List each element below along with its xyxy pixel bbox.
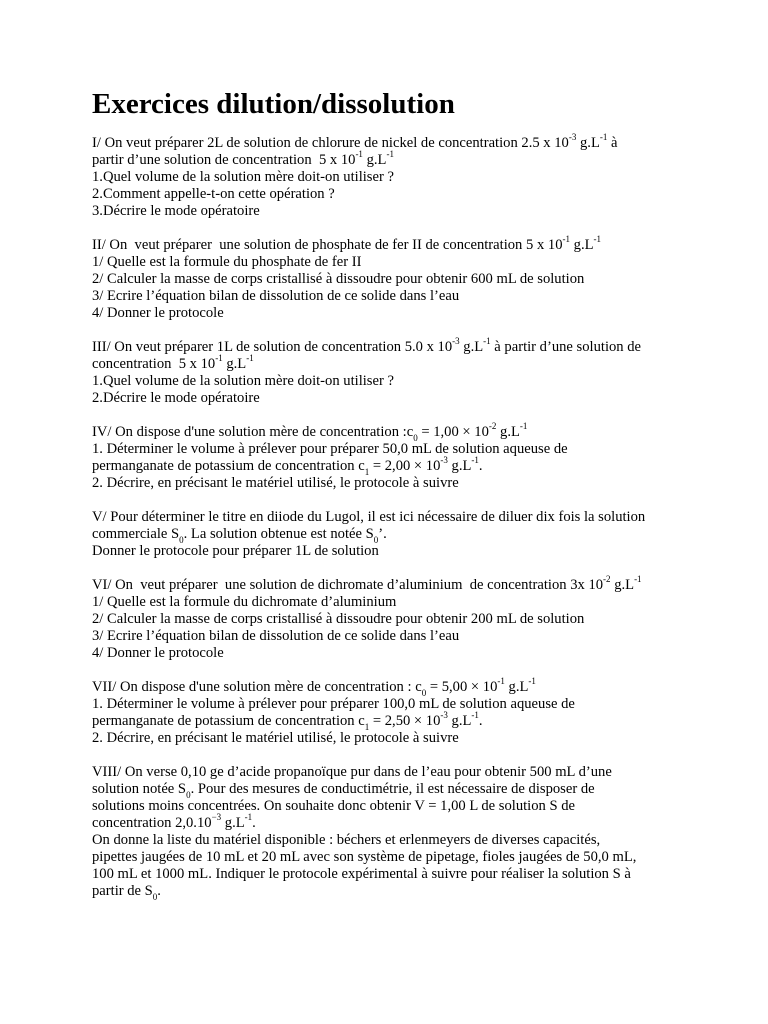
exercise-line: 100 mL et 1000 mL. Indiquer le protocole expérimental à suivre pour réaliser la solution S à — [92, 866, 631, 882]
exercise-line: VII/ On dispose d'une solution mère de concentration : $c_0 = 5,00 \times 10^{-1}$ $g.L^{-1}$ — [92, 676, 536, 698]
exercise-line: 2/ Calculer la masse de corps cristallisé à dissoudre pour obtenir 200 mL de solution — [92, 611, 585, 627]
exercise-line: solution notée $S_0$. Pour des mesures de conductimétrie, il est nécessaire de disposer de — [92, 781, 595, 800]
exercise-list — [92, 132, 692, 917]
exercise-line: 2.Comment appelle-t-on cette opération ? — [92, 186, 335, 202]
exercise-line: Donner le protocole pour préparer 1L de solution — [92, 543, 379, 559]
exercise-line: pipettes jaugées de 10 mL et 20 mL avec son système de pipetage, fioles jaugées de 50,0 mL, — [92, 849, 637, 865]
exercise-line: 2. Décrire, en précisant le matériel utilisé, le protocole à suivre — [92, 730, 459, 746]
exercise-3 — [92, 336, 692, 407]
exercise-line: 1. Déterminer le volume à prélever pour préparer 50,0 mL de solution aqueuse de — [92, 441, 568, 457]
exercise-8 — [92, 764, 692, 900]
exercise-line: 4/ Donner le protocole — [92, 305, 224, 321]
exercise-7 — [92, 676, 692, 747]
exercise-line: On donne la liste du matériel disponible : béchers et erlenmeyers de diverses capacités, — [92, 832, 601, 848]
exercise-line: III/ On veut préparer 1L de solution de concentration 5.0 x $10^{-3}$ $g.L^{-1}$ à partir d’une solution de — [92, 336, 642, 355]
exercise-line: 2.Décrire le mode opératoire — [92, 390, 260, 406]
exercise-line: I/ On veut préparer 2L de solution de chlorure de nickel de concentration 2.5 x $10^{-3}$ $g.L^{-1}$ à — [92, 132, 618, 151]
exercise-line: commerciale $S_0$. La solution obtenue est notée $S_0$’. — [92, 526, 387, 545]
exercise-line: 3.Décrire le mode opératoire — [92, 203, 260, 219]
exercise-line: II/ On veut préparer une solution de phosphate de fer II de concentration 5 x $10^{-1}$ $g.L^{-1}$ — [92, 234, 602, 253]
exercise-1 — [92, 132, 692, 220]
exercise-line: VI/ On veut préparer une solution de dichromate d’aluminium de concentration 3x $10^{-2}$ $g.L^{-1}$ — [92, 574, 642, 593]
exercise-line: 3/ Ecrire l’équation bilan de dissolution de ce solide dans l’eau — [92, 288, 460, 304]
exercise-line: 1/ Quelle est la formule du phosphate de fer II — [92, 254, 362, 270]
exercise-line: 2/ Calculer la masse de corps cristallisé à dissoudre pour obtenir 600 mL de solution — [92, 271, 585, 287]
document-title: Exercices dilution/dissolution — [92, 88, 455, 120]
exercise-line: 1. Déterminer le volume à prélever pour préparer 100,0 mL de solution aqueuse de — [92, 696, 575, 712]
exercise-line: permanganate de potassium de concentration $c_1 = 2,00 \times 10^{-3}$ $g.L^{-1}$. — [92, 455, 483, 477]
exercise-line: 1.Quel volume de la solution mère doit-on utiliser ? — [92, 373, 394, 389]
exercise-line: concentration $2,0.10^{-3}$ $g.L^{-1}$. — [92, 812, 256, 831]
exercise-line: partir d’une solution de concentration 5 x $10^{-1}$ $g.L^{-1}$ — [92, 149, 394, 168]
exercise-line: 2. Décrire, en précisant le matériel utilisé, le protocole à suivre — [92, 475, 459, 491]
exercise-4 — [92, 421, 692, 492]
exercise-line: IV/ On dispose d'une solution mère de concentration $:c_0 = 1,00 \times 10^{-2}$ $g.L^{-1}$ — [92, 421, 528, 443]
exercise-5 — [92, 509, 692, 560]
exercise-line: concentration 5 x $10^{-1}$ $g.L^{-1}$ — [92, 353, 254, 372]
exercise-6 — [92, 574, 692, 662]
exercise-line: permanganate de potassium de concentration $c_1 = 2,50 \times 10^{-3}$ $g.L^{-1}$. — [92, 710, 483, 732]
exercise-line: VIII/ On verse 0,10 ge d’acide propanoïque pur dans de l’eau pour obtenir 500 mL d’une — [92, 764, 612, 780]
exercise-line: partir de $S_0$. — [92, 883, 161, 902]
exercise-line: 4/ Donner le protocole — [92, 645, 224, 661]
exercise-line: 3/ Ecrire l’équation bilan de dissolution de ce solide dans l’eau — [92, 628, 460, 644]
exercise-2 — [92, 234, 692, 322]
exercise-line: 1/ Quelle est la formule du dichromate d’aluminium — [92, 594, 397, 610]
exercise-line: V/ Pour déterminer le titre en diiode du Lugol, il est ici nécessaire de diluer dix fois la solution — [92, 509, 646, 525]
exercise-line: 1.Quel volume de la solution mère doit-on utiliser ? — [92, 169, 394, 185]
exercise-line: solutions moins concentrées. On souhaite donc obtenir V = 1,00 L de solution S de — [92, 798, 576, 814]
